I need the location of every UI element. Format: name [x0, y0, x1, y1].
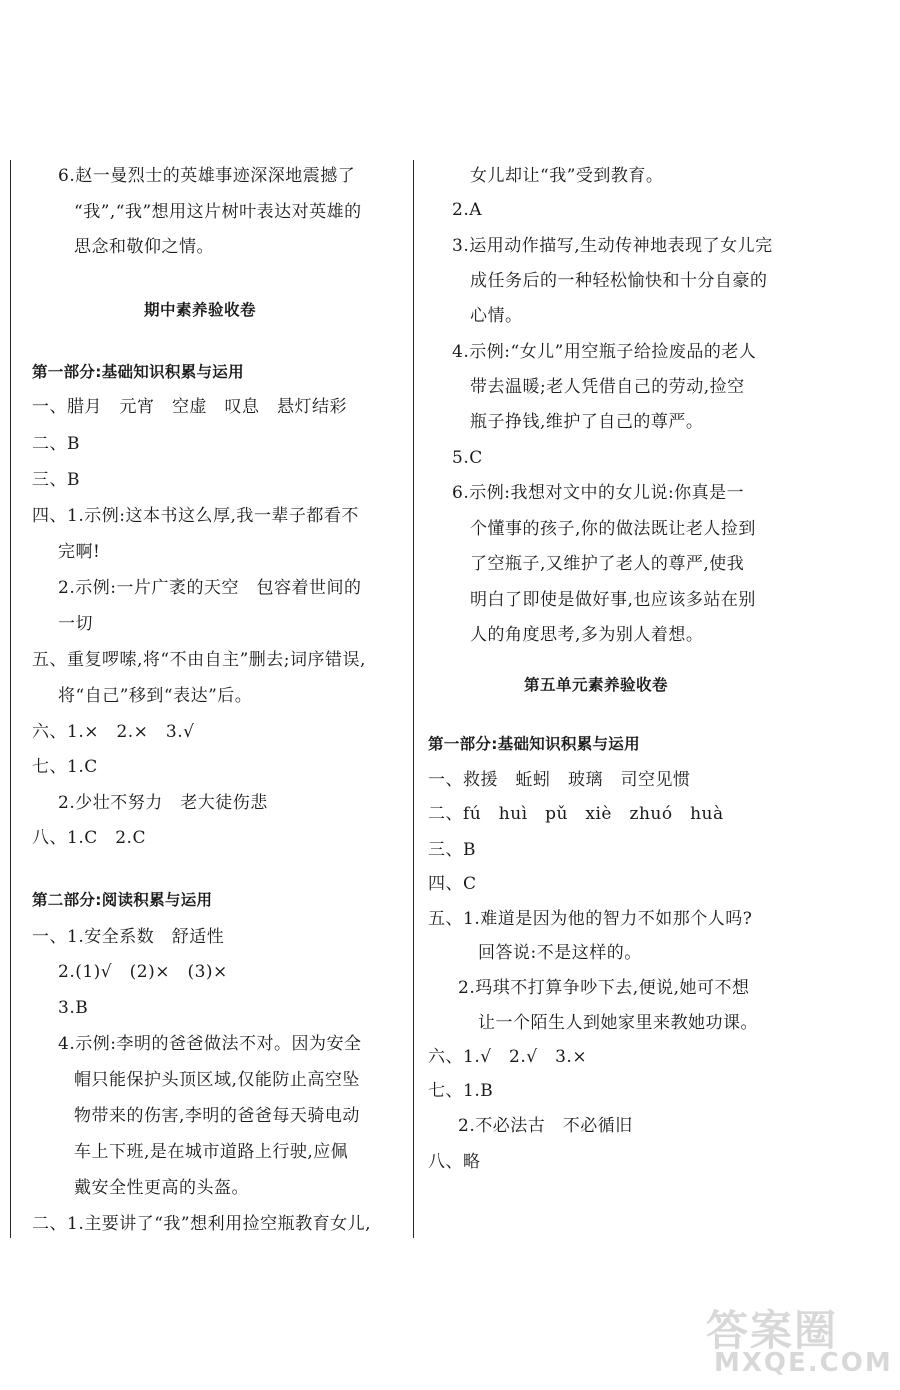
answer-line: 物带来的伤害,李明的爸爸每天骑电动	[74, 1106, 360, 1126]
answer-line: 一切	[58, 614, 93, 634]
answer-line: 6.赵一曼烈士的英雄事迹深深地震撼了	[58, 166, 356, 186]
answer-line: 四、C	[428, 874, 477, 894]
part-heading: 第一部分:基础知识积累与运用	[428, 735, 640, 753]
answer-line: 带去温暖;老人凭借自己的劳动,捡空	[470, 377, 745, 397]
answer-line: 六、1.× 2.× 3.√	[32, 722, 195, 742]
answer-line: 3.运用动作描写,生动传神地表现了女儿完	[452, 236, 773, 256]
left-margin-rule	[10, 160, 11, 1238]
answer-line: 二、B	[32, 434, 80, 454]
answer-line: 一、1.安全系数 舒适性	[32, 927, 225, 947]
answer-line: 五、1.难道是因为他的智力不如那个人吗?	[428, 909, 753, 929]
answer-line: 一、救援 蚯蚓 玻璃 司空见惯	[428, 770, 691, 790]
answer-line: 心情。	[470, 306, 523, 326]
answer-line: 二、1.主要讲了“我”想利用捡空瓶教育女儿,	[32, 1214, 372, 1234]
answer-line: 2.(1)√ (2)× (3)×	[58, 962, 228, 982]
answer-line: 女儿却让“我”受到教育。	[470, 166, 664, 186]
answer-line: 八、1.C 2.C	[32, 828, 146, 848]
answer-line: 4.示例:李明的爸爸做法不对。因为安全	[58, 1034, 362, 1054]
answer-line: 4.示例:“女儿”用空瓶子给捡废品的老人	[452, 342, 757, 362]
answer-line: 人的角度思考,多为别人着想。	[470, 625, 704, 645]
answer-line: 七、1.B	[428, 1081, 494, 1101]
answer-line: 2.少壮不努力 老大徒伤悲	[58, 793, 268, 813]
part-heading: 第二部分:阅读积累与运用	[32, 891, 213, 909]
answer-line: 回答说:不是这样的。	[478, 943, 642, 963]
watermark-logo	[706, 1298, 893, 1384]
answer-line: 七、1.C	[32, 757, 98, 777]
section-title: 第五单元素养验收卷	[524, 676, 669, 694]
answer-line: 2.A	[452, 200, 482, 220]
answer-line: 个懂事的孩子,你的做法既让老人捡到	[470, 519, 756, 539]
answer-line: 思念和敬仰之情。	[74, 237, 214, 257]
part-heading: 第一部分:基础知识积累与运用	[32, 363, 244, 381]
answer-line: 成任务后的一种轻松愉快和十分自豪的	[470, 271, 768, 291]
answer-line: 将“自己”移到“表达”后。	[58, 686, 253, 706]
answer-line: 3.B	[58, 998, 89, 1018]
answer-line: 六、1.√ 2.√ 3.×	[428, 1047, 588, 1067]
answer-line: 明白了即使是做好事,也应该多站在别	[470, 590, 756, 610]
answer-line: 了空瓶子,又维护了老人的尊严,使我	[470, 554, 745, 574]
answer-line: “我”,“我”想用这片树叶表达对英雄的	[74, 202, 362, 222]
answer-line: 四、1.示例:这本书这么厚,我一辈子都看不	[32, 506, 359, 526]
answer-line: 八、略	[428, 1152, 481, 1172]
watermark-logo-text: 答案圈	[706, 1306, 839, 1355]
answer-line: 2.示例:一片广袤的天空 包容着世间的	[58, 578, 362, 598]
answer-line: 帽只能保护头顶区域,仅能防止高空坠	[74, 1070, 360, 1090]
answer-line: 5.C	[452, 448, 483, 468]
answer-line: 车上下班,是在城市道路上行驶,应佩	[74, 1142, 349, 1162]
answer-line: 一、腊月 元宵 空虚 叹息 悬灯结彩	[32, 397, 347, 417]
answer-line: 二、fú huì pǔ xiè zhuó huà	[428, 804, 724, 824]
answer-line: 2.不必法古 不必循旧	[458, 1116, 633, 1136]
answer-line: 三、B	[32, 470, 80, 490]
answer-line: 瓶子挣钱,维护了自己的尊严。	[470, 412, 704, 432]
section-title: 期中素养验收卷	[144, 301, 257, 319]
answer-line: 2.玛琪不打算争吵下去,便说,她可不想	[458, 978, 750, 998]
answer-line: 戴安全性更高的头盔。	[74, 1178, 249, 1198]
column-divider	[413, 160, 414, 1238]
watermark-site-text: MXQE.COM	[714, 1348, 893, 1378]
answer-line: 五、重复啰嗦,将“不由自主”删去;词序错误,	[32, 650, 366, 670]
answer-line: 让一个陌生人到她家里来教她功课。	[478, 1013, 758, 1033]
answer-line: 完啊!	[58, 542, 101, 562]
answer-line: 6.示例:我想对文中的女儿说:你真是一	[452, 483, 745, 503]
answer-line: 三、B	[428, 840, 476, 860]
